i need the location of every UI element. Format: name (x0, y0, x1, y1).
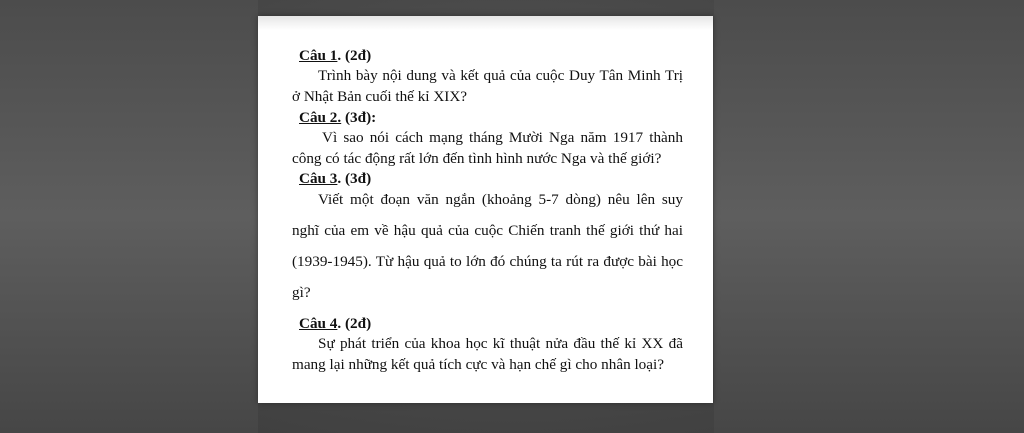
question-3-text: Viết một đoạn văn ngắn (khoảng 5-7 dòng) nêu lên suy nghĩ của em về hậu quả của cuộc Chiến tranh thế giới thứ hai (1939-1945). Từ hậu quả to lớn đó chúng ta rút ra được bài học gì? (292, 191, 683, 301)
question-2 (292, 108, 683, 169)
question-1-number: Câu 1 (299, 47, 338, 64)
exam-paper (258, 16, 713, 403)
question-3-heading (299, 169, 683, 188)
question-2-number: Câu 2. (299, 109, 342, 126)
question-1-heading (299, 46, 683, 65)
question-2-points: (3đ): (341, 109, 377, 126)
question-3-number: Câu 3 (299, 170, 338, 187)
question-4-heading (299, 314, 683, 333)
question-4 (292, 314, 683, 375)
question-4-text: Sự phát triển của khoa học kĩ thuật nửa đầu thế kỉ XX đã mang lại những kết quả tích cực và hạn chế gì cho nhân loại? (292, 335, 683, 373)
question-4-number: Câu 4 (299, 315, 338, 332)
blurred-background-left (0, 0, 258, 433)
question-1-points: . (2đ) (337, 47, 372, 64)
question-1-text: Trình bày nội dung và kết quả của cuộc Duy Tân Minh Trị ở Nhật Bản cuối thế kỉ XIX? (292, 67, 683, 105)
question-3-points: . (3đ) (337, 170, 372, 187)
question-2-text: Vì sao nói cách mạng tháng Mười Nga năm 1917 thành công có tác động rất lớn đến tình hình nước Nga và thế giới? (292, 129, 683, 167)
question-2-heading (299, 108, 683, 127)
question-4-points: . (2đ) (337, 315, 372, 332)
blurred-background-right (714, 0, 1024, 433)
question-1 (292, 46, 683, 107)
question-3 (292, 169, 683, 308)
